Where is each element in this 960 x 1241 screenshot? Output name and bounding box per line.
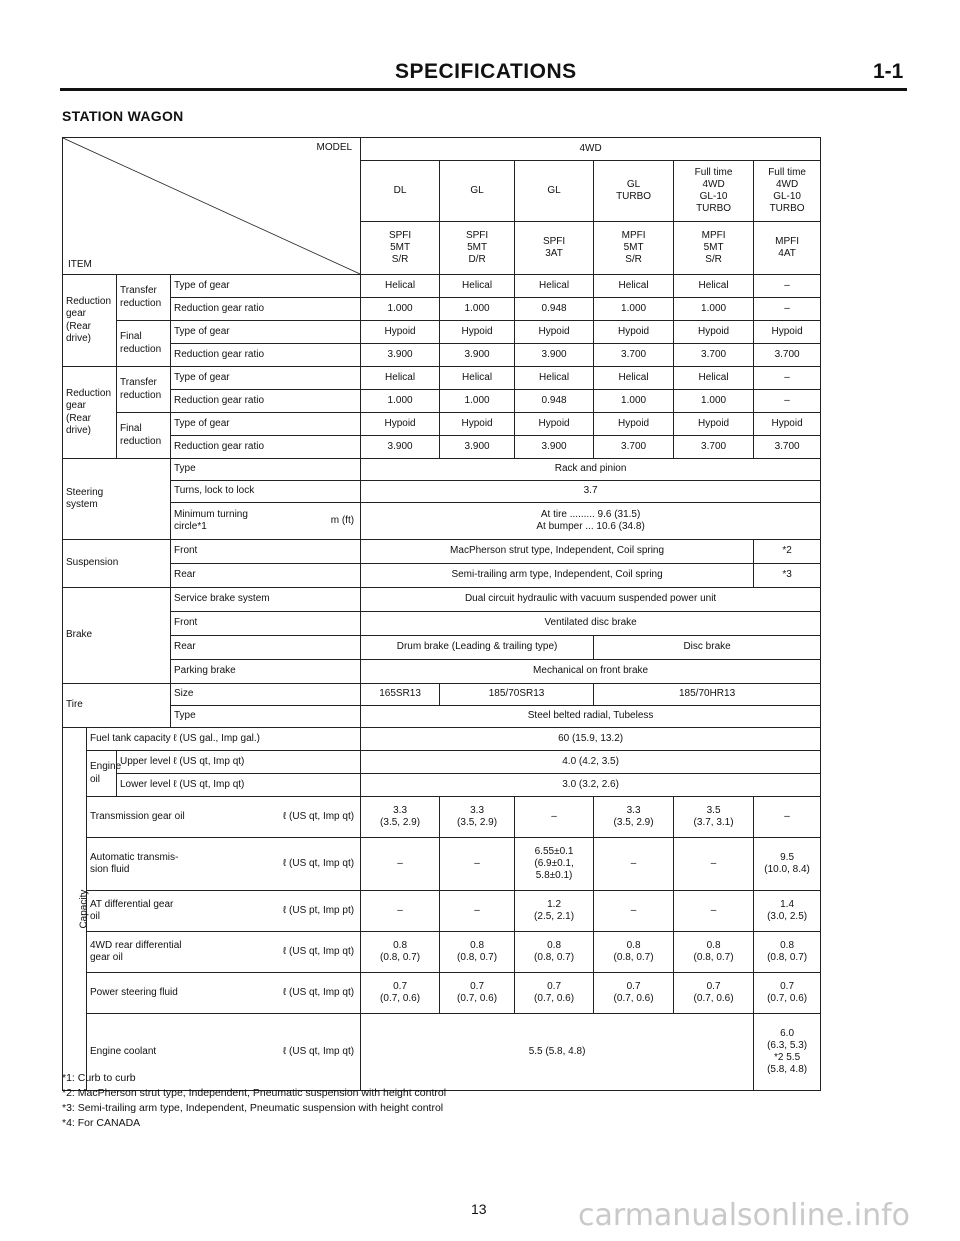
brake-rear-label: Rear <box>171 636 361 660</box>
capacity-fuel <box>63 728 821 751</box>
value-cell: Helical <box>674 367 754 390</box>
brake-service <box>63 588 821 612</box>
model-name: GL <box>515 161 594 222</box>
tire-type-label: Type <box>171 706 361 728</box>
value-cell: 1.000 <box>674 298 754 321</box>
final-reduction-label: Final reduction <box>117 321 171 367</box>
value-cell: 1.000 <box>594 390 674 413</box>
parking-brake-label: Parking brake <box>171 660 361 684</box>
value-cell: 1.000 <box>594 298 674 321</box>
capacity-value: – <box>754 797 821 838</box>
row-label: Minimum turning circle*1 m (ft) <box>171 503 361 540</box>
reduction-second-transfer-ratio <box>63 390 821 413</box>
footnote-3: *3: Semi-trailing arm type, Independent, Pneumatic suspension with height control <box>62 1102 444 1114</box>
value-cell: 3.700 <box>674 436 754 459</box>
capacity-value: – <box>594 838 674 891</box>
type-of-gear-label: Type of gear <box>171 413 361 436</box>
value-cell: Helical <box>515 275 594 298</box>
capacity-transmission <box>63 797 821 838</box>
footnote-2: *2: MacPherson strut type, Independent, Pneumatic suspension with height control <box>62 1087 447 1099</box>
tire-label: Tire <box>63 684 171 728</box>
row-label: Automatic transmis- sion fluid ℓ (US qt, Imp qt) <box>87 838 361 891</box>
reduction-second-transfer-type <box>63 367 821 390</box>
reduction-rear-label: Reduction gear (Rear drive) <box>63 275 117 367</box>
page-section-number: 1-1 <box>873 60 904 83</box>
capacity-value: 6.55±0.1 (6.9±0.1, 5.8±0.1) <box>515 838 594 891</box>
value-cell: Hypoid <box>515 413 594 436</box>
brake-front-value: Ventilated disc brake <box>361 612 821 636</box>
value-cell: Hypoid <box>594 413 674 436</box>
value-cell: Helical <box>440 275 515 298</box>
header-rule <box>60 88 907 91</box>
value-cell: Hypoid <box>674 413 754 436</box>
capacity-value: 0.8 (0.8, 0.7) <box>515 932 594 973</box>
value-cell: 3.900 <box>515 344 594 367</box>
capacity-engine-lower <box>63 774 821 797</box>
value-cell: – <box>754 275 821 298</box>
upper-level-label: Upper level ℓ (US qt, Imp qt) <box>117 751 361 774</box>
value-cell: – <box>754 298 821 321</box>
brake-front-label: Front <box>171 612 361 636</box>
transmission-type: MPFI 4AT <box>754 222 821 275</box>
reduction-rear-transfer-ratio <box>63 298 821 321</box>
page-number: 13 <box>471 1201 487 1217</box>
value-cell: 3.900 <box>361 436 440 459</box>
model-item-header <box>63 138 361 275</box>
group-4wd: 4WD <box>361 138 821 161</box>
suspension-label: Suspension <box>63 540 171 588</box>
value-cell: 3.900 <box>440 344 515 367</box>
header-row-model <box>63 138 821 161</box>
brake-rear-drum: Drum brake (Leading & trailing type) <box>361 636 594 660</box>
value-cell: 0.948 <box>515 298 594 321</box>
gear-ratio-label: Reduction gear ratio <box>171 344 361 367</box>
suspension-front <box>63 540 821 564</box>
value-cell: 3.900 <box>440 436 515 459</box>
capacity-value: – <box>515 797 594 838</box>
reduction-second-final-ratio <box>63 436 821 459</box>
reduction-rear-final-type <box>63 321 821 344</box>
value-cell: 3.900 <box>515 436 594 459</box>
capacity-power-steering <box>63 973 821 1014</box>
tire-size-label: Size <box>171 684 361 706</box>
value-cell: Hypoid <box>515 321 594 344</box>
value-cell: 3.900 <box>361 344 440 367</box>
steering-type <box>63 459 821 481</box>
capacity-value: 0.8 (0.8, 0.7) <box>594 932 674 973</box>
value-cell: Helical <box>361 367 440 390</box>
capacity-value: 0.7 (0.7, 0.6) <box>515 973 594 1014</box>
capacity-value: – <box>440 838 515 891</box>
row-label: Transmission gear oil ℓ (US qt, Imp qt) <box>87 797 361 838</box>
model-name: DL <box>361 161 440 222</box>
specifications-table <box>62 137 821 1091</box>
value-cell: Helical <box>594 367 674 390</box>
capacity-value: 0.8 (0.8, 0.7) <box>754 932 821 973</box>
transfer-reduction-label: Transfer reduction <box>117 367 171 413</box>
transmission-type: MPFI 5MT S/R <box>594 222 674 275</box>
capacity-engine-upper <box>63 751 821 774</box>
section-title: STATION WAGON <box>62 108 184 124</box>
footnotes <box>62 1071 446 1131</box>
tire-type <box>63 706 821 728</box>
reduction-second-final-type <box>63 413 821 436</box>
tire-type-value: Steel belted radial, Tubeless <box>361 706 821 728</box>
value-cell: 1.000 <box>361 298 440 321</box>
row-label: Engine coolant ℓ (US qt, Imp qt) <box>87 1014 361 1091</box>
tire-size-dl: 165SR13 <box>361 684 440 706</box>
brake-label: Brake <box>63 588 171 684</box>
steering-type-label: Type <box>171 459 361 481</box>
fuel-tank-value: 60 (15.9, 13.2) <box>361 728 821 751</box>
brake-parking <box>63 660 821 684</box>
brake-front <box>63 612 821 636</box>
capacity-value: 0.8 (0.8, 0.7) <box>361 932 440 973</box>
model-name: Full time 4WD GL-10 TURBO <box>754 161 821 222</box>
model-name: Full time 4WD GL-10 TURBO <box>674 161 754 222</box>
capacity-value: 0.7 (0.7, 0.6) <box>594 973 674 1014</box>
type-of-gear-label: Type of gear <box>171 275 361 298</box>
steering-type-value: Rack and pinion <box>361 459 821 481</box>
value-cell: Hypoid <box>440 413 515 436</box>
tire-size-turbo: 185/70HR13 <box>594 684 821 706</box>
capacity-value: – <box>674 838 754 891</box>
value-cell: 3.700 <box>674 344 754 367</box>
capacity-value: 3.3 (3.5, 2.9) <box>361 797 440 838</box>
footnote-1: *1: Curb to curb <box>62 1072 136 1084</box>
value-cell: Helical <box>674 275 754 298</box>
transfer-reduction-label: Transfer reduction <box>117 275 171 321</box>
capacity-atf <box>63 838 821 891</box>
watermark-logo: carmanualsonline.info <box>578 1198 910 1233</box>
transmission-type: SPFI 5MT D/R <box>440 222 515 275</box>
suspension-front-label: Front <box>171 540 361 564</box>
reduction-rear-transfer-type <box>63 275 821 298</box>
capacity-value: 0.7 (0.7, 0.6) <box>440 973 515 1014</box>
value-cell: Hypoid <box>754 413 821 436</box>
value-cell: Hypoid <box>361 321 440 344</box>
value-cell: 1.000 <box>440 298 515 321</box>
lower-level-label: Lower level ℓ (US qt, Imp qt) <box>117 774 361 797</box>
value-cell: 3.700 <box>594 436 674 459</box>
value-cell: 3.700 <box>754 344 821 367</box>
capacity-value: 0.7 (0.7, 0.6) <box>361 973 440 1014</box>
tire-size-gl: 185/70SR13 <box>440 684 594 706</box>
steering-label: Steering system <box>63 459 171 540</box>
coolant-value-last: 6.0 (6.3, 5.3) *2 5.5 (5.8, 4.8) <box>754 1014 821 1091</box>
suspension-front-note: *2 <box>754 540 821 564</box>
model-name: GL TURBO <box>594 161 674 222</box>
fuel-tank-label: Fuel tank capacity ℓ (US gal., Imp gal.) <box>87 728 361 751</box>
steering-turns <box>63 481 821 503</box>
capacity-value: 1.2 (2.5, 2.1) <box>515 891 594 932</box>
capacity-value: 0.8 (0.8, 0.7) <box>440 932 515 973</box>
upper-level-value: 4.0 (4.2, 3.5) <box>361 751 821 774</box>
value-cell: Hypoid <box>754 321 821 344</box>
value-cell: Hypoid <box>594 321 674 344</box>
min-turn-value: At tire ......... 9.6 (31.5) At bumper ... 10.6 (34.8) <box>361 503 821 540</box>
gear-ratio-label: Reduction gear ratio <box>171 390 361 413</box>
capacity-vertical-label: Capacity <box>78 889 90 929</box>
value-cell: 3.700 <box>754 436 821 459</box>
footnote-4: *4: For CANADA <box>62 1117 141 1129</box>
page-title: SPECIFICATIONS <box>395 60 577 83</box>
value-cell: – <box>754 367 821 390</box>
suspension-rear-label: Rear <box>171 564 361 588</box>
row-label: Power steering fluid ℓ (US qt, Imp qt) <box>87 973 361 1014</box>
service-brake-value: Dual circuit hydraulic with vacuum suspended power unit <box>361 588 821 612</box>
diagonal-line <box>63 138 360 274</box>
engine-oil-label: Engine oil <box>87 751 117 797</box>
steering-min-turn <box>63 503 821 540</box>
value-cell: Helical <box>515 367 594 390</box>
value-cell: Helical <box>361 275 440 298</box>
capacity-value: 0.7 (0.7, 0.6) <box>754 973 821 1014</box>
reduction-rear-final-ratio <box>63 344 821 367</box>
item-label: ITEM <box>68 258 92 270</box>
capacity-value: – <box>361 891 440 932</box>
value-cell: – <box>754 390 821 413</box>
transmission-type: SPFI 3AT <box>515 222 594 275</box>
suspension-front-value: MacPherson strut type, Independent, Coil spring <box>361 540 754 564</box>
capacity-at-diff <box>63 891 821 932</box>
capacity-value: 0.8 (0.8, 0.7) <box>674 932 754 973</box>
value-cell: Hypoid <box>440 321 515 344</box>
turns-label: Turns, lock to lock <box>171 481 361 503</box>
reduction-second-label: Reduction gear (Rear drive) <box>63 367 117 459</box>
capacity-value: 0.7 (0.7, 0.6) <box>674 973 754 1014</box>
value-cell: Hypoid <box>674 321 754 344</box>
value-cell: 1.000 <box>674 390 754 413</box>
transmission-type: MPFI 5MT S/R <box>674 222 754 275</box>
type-of-gear-label: Type of gear <box>171 367 361 390</box>
capacity-value: – <box>361 838 440 891</box>
tire-size <box>63 684 821 706</box>
service-brake-label: Service brake system <box>171 588 361 612</box>
row-label: 4WD rear differential gear oil ℓ (US qt, Imp qt) <box>87 932 361 973</box>
value-cell: 1.000 <box>361 390 440 413</box>
capacity-rear-diff <box>63 932 821 973</box>
gear-ratio-label: Reduction gear ratio <box>171 436 361 459</box>
suspension-rear-note: *3 <box>754 564 821 588</box>
final-reduction-label: Final reduction <box>117 413 171 459</box>
suspension-rear <box>63 564 821 588</box>
capacity-value: – <box>594 891 674 932</box>
capacity-value: 9.5 (10.0, 8.4) <box>754 838 821 891</box>
capacity-value: 1.4 (3.0, 2.5) <box>754 891 821 932</box>
value-cell: 3.700 <box>594 344 674 367</box>
capacity-value: 3.3 (3.5, 2.9) <box>594 797 674 838</box>
row-label: AT differential gear oil ℓ (US pt, Imp pt) <box>87 891 361 932</box>
coolant-value: 5.5 (5.8, 4.8) <box>361 1014 754 1091</box>
parking-brake-value: Mechanical on front brake <box>361 660 821 684</box>
capacity-value: 3.5 (3.7, 3.1) <box>674 797 754 838</box>
model-name: GL <box>440 161 515 222</box>
transmission-type: SPFI 5MT S/R <box>361 222 440 275</box>
brake-rear <box>63 636 821 660</box>
lower-level-value: 3.0 (3.2, 2.6) <box>361 774 821 797</box>
brake-rear-disc: Disc brake <box>594 636 821 660</box>
type-of-gear-label: Type of gear <box>171 321 361 344</box>
gear-ratio-label: Reduction gear ratio <box>171 298 361 321</box>
capacity-value: – <box>674 891 754 932</box>
model-label: MODEL <box>316 142 353 153</box>
value-cell: Helical <box>440 367 515 390</box>
value-cell: Helical <box>594 275 674 298</box>
value-cell: 1.000 <box>440 390 515 413</box>
value-cell: 0.948 <box>515 390 594 413</box>
turns-value: 3.7 <box>361 481 821 503</box>
capacity-label <box>63 728 90 1091</box>
capacity-value: 3.3 (3.5, 2.9) <box>440 797 515 838</box>
capacity-value: – <box>440 891 515 932</box>
value-cell: Hypoid <box>361 413 440 436</box>
suspension-rear-value: Semi-trailing arm type, Independent, Coil spring <box>361 564 754 588</box>
